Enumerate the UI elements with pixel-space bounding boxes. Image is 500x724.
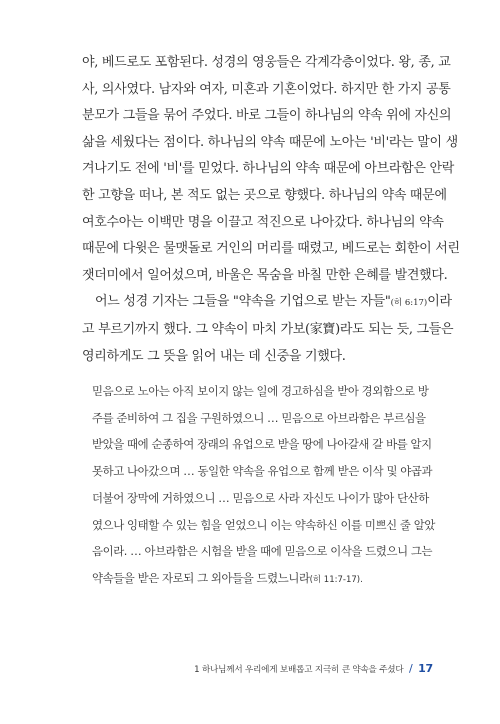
text-line: 분모가 그들을 묶어 주었다. 바로 그들이 하나님의 약속 위에 자신의 <box>82 108 452 124</box>
text-segment: 어느 성경 기자는 그들을 "약속을 기업으로 받는 자들" <box>95 294 391 310</box>
text-line: 잿더미에서 일어섰으며, 바울은 목숨을 바칠 만한 은혜를 발견했다. <box>82 267 448 283</box>
text-line: 고 부르기까지 했다. 그 약속이 마치 가보(家寶)라도 되는 듯, 그들은 <box>82 321 454 337</box>
quote-line: 못하고 나아갔으며 … 동일한 약속을 유업으로 함께 받은 이삭 및 야곱과 <box>92 464 433 479</box>
paragraph-line <box>82 289 452 317</box>
text-segment: 이라 <box>427 294 452 310</box>
quote-line: 음이라. … 아브라함은 시험을 받을 때에 믿음으로 이삭을 드렸으니 그는 <box>92 544 433 559</box>
scripture-reference: (히 11:7-17). <box>309 574 363 585</box>
quote-line: 받았을 때에 순종하여 장래의 유업으로 받을 땅에 나아갈새 갈 바를 알지 <box>92 437 432 452</box>
text-line: 영리하게도 그 뜻을 읽어 내는 데 신중을 기했다. <box>82 348 346 364</box>
quote-text: 약속들을 받은 자로되 그 외아들을 드렸느니라 <box>92 570 310 585</box>
text-line: 야, 베드로도 포함된다. 성경의 영웅들은 각계각층이었다. 왕, 종, 교 <box>82 55 451 70</box>
footer-separator: / <box>409 662 413 675</box>
text-line: 삶을 세웠다는 점이다. 하나님의 약속 때문에 노아는 '비'라는 말이 생 <box>82 134 458 150</box>
scripture-quote <box>92 378 440 594</box>
text-line: 겨나기도 전에 '비'를 믿었다. 하나님의 약속 때문에 아브라함은 안락 <box>82 161 455 177</box>
quote-line: 였으나 잉태할 수 있는 힘을 얻었으니 이는 약속하신 이를 미쁘신 줄 알았 <box>92 517 435 532</box>
text-line: 한 고향을 떠나, 본 적도 없는 곳으로 향했다. 하나님의 약속 때문에 <box>82 187 447 203</box>
scripture-reference: (히 6:17) <box>390 298 428 309</box>
quote-line <box>92 565 440 594</box>
text-line: 사, 의사였다. 남자와 여자, 미혼과 기혼이었다. 하지만 한 가지 공통 <box>82 81 451 97</box>
chapter-title: 1 하나님께서 우리에게 보배롭고 지극히 큰 약속을 주셨다 <box>194 665 404 675</box>
quote-line: 믿음으로 노아는 아직 보이지 않는 일에 경고하심을 받아 경외함으로 방 <box>92 384 429 398</box>
text-line: 여호수아는 이백만 명을 이끌고 적진으로 나아갔다. 하나님의 약속 <box>82 214 444 230</box>
page-number: 17 <box>418 662 433 675</box>
quote-line: 주를 준비하여 그 집을 구원하였으니 … 믿음으로 아브라함은 부르심을 <box>92 410 426 425</box>
quote-line: 더불어 장막에 거하였으니 … 믿음으로 사라 자신도 나이가 많아 단산하 <box>92 490 429 505</box>
text-line: 때문에 다윗은 물맷돌로 거인의 머리를 때렸고, 베드로는 회한이 서린 <box>82 241 460 257</box>
main-text <box>82 50 460 370</box>
page-footer <box>0 662 433 675</box>
